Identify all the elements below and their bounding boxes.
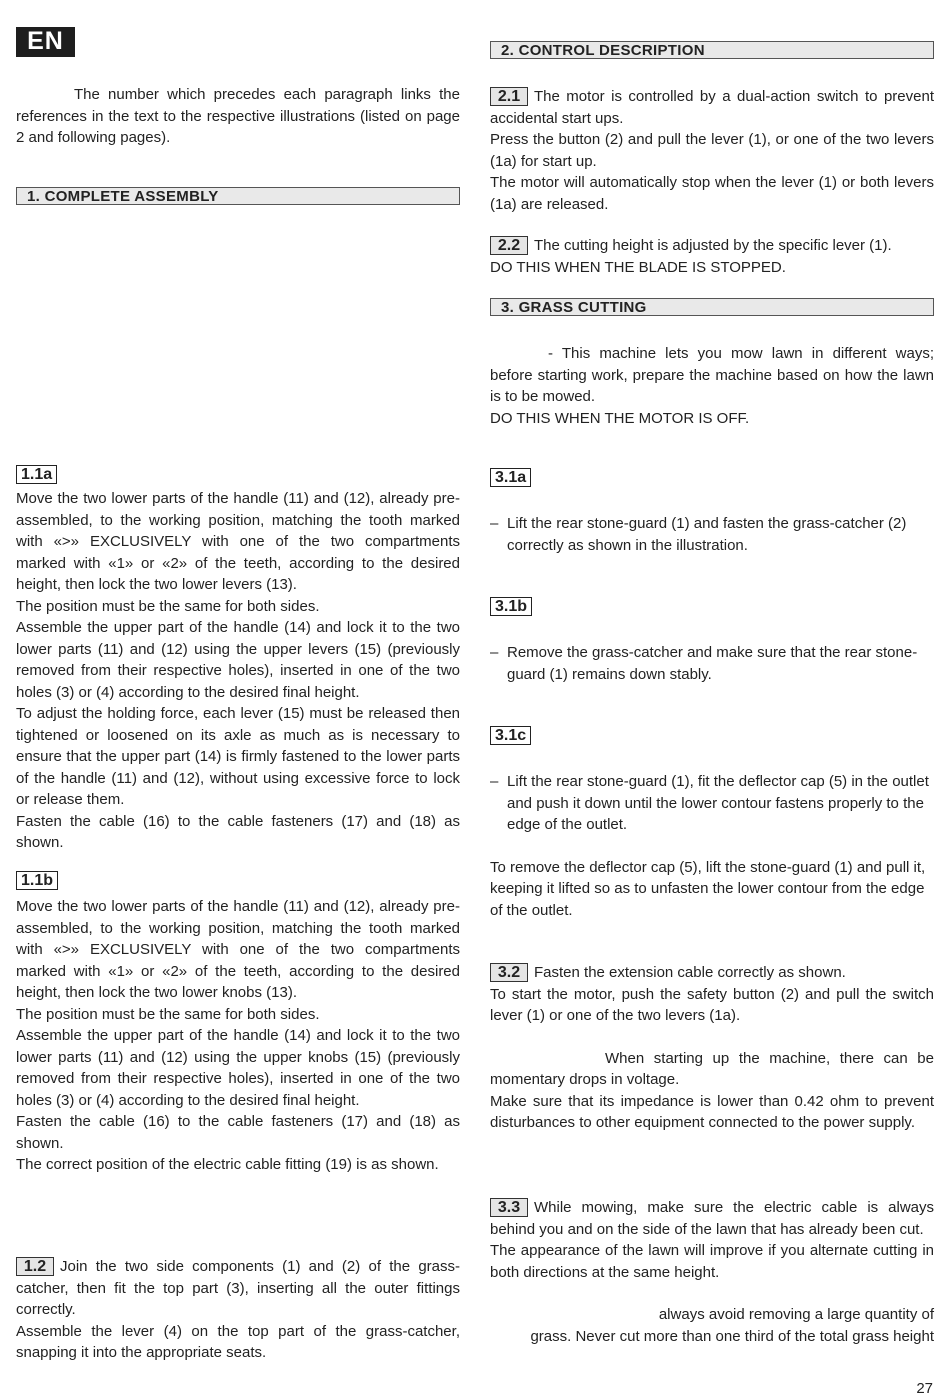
paragraph: Assemble the upper part of the handle (14) and lock it to the two lower parts (11) and (12) using the upper knobs (15) (previously removed from their respective holes), inserted in one of the two holes (3) or (4) according to the desired final height. xyxy=(16,1027,460,1109)
list-item-text: Remove the grass-catcher and make sure that the rear stone-guard (1) remains down stably. xyxy=(507,644,918,683)
paragraph: DO THIS WHEN THE MOTOR IS OFF. xyxy=(490,409,750,427)
paragraph: always avoid removing a large quantity of xyxy=(658,1306,934,1323)
list-item-text: Lift the rear stone-guard (1), fit the deflector cap (5) in the outlet and push it down until the lower contour fastens properly to the edge of the outlet. xyxy=(507,773,929,833)
section-1-1b xyxy=(16,870,460,1176)
paragraph: The position must be the same for both sides. xyxy=(16,1005,320,1023)
section-3-1c xyxy=(490,725,934,921)
paragraph: To start the motor, push the safety button (2) and pull the switch lever (1) or one of the two levers (1a). xyxy=(490,985,934,1024)
section-3-2 xyxy=(490,962,934,1134)
step-label-1-1a: 1.1a xyxy=(16,465,57,484)
section-2-1 xyxy=(490,86,934,215)
paragraph: To adjust the holding force, each lever (15) must be released then tightened or loosened on its axle as much as is necessary to ensure that the upper part (14) is firmly fastened to the lower parts of the handle (11) and (12), without using excessive force to lock or release them. xyxy=(16,705,460,808)
paragraph: Fasten the cable (16) to the cable fasteners (17) and (18) as shown. xyxy=(16,812,460,851)
paragraph: Move the two lower parts of the handle (11) and (12), already pre-assembled, to the working position, matching the tooth marked with «>» EXCLUSIVELY with one of the two compartments marked with «1» or «2» of the teeth, according to the desired height, then lock the two lower knobs (13). xyxy=(16,898,460,1001)
step-label-3-2: 3.2 xyxy=(490,963,528,982)
section-1-1a xyxy=(16,464,460,854)
paragraph: When starting up the machine, there can be momentary drops in voltage. xyxy=(490,1049,934,1088)
list-item xyxy=(490,771,934,836)
intro-text: The number which precedes each paragraph links the references in the text to the respective illustrations (listed on page 2 and following pages). xyxy=(16,86,460,146)
section-3-header: 3. GRASS CUTTING xyxy=(490,298,934,316)
paragraph: Assemble the lever (4) on the top part of the grass-catcher, snapping it into the appropriate seats. xyxy=(16,1322,460,1361)
paragraph: The cutting height is adjusted by the specific lever (1). xyxy=(534,237,892,254)
dash-bullet: – xyxy=(490,515,499,532)
section-3-1a xyxy=(490,467,934,556)
paragraph: Move the two lower parts of the handle (11) and (12), already pre-assembled, to the working position, matching the tooth marked with «>» EXCLUSIVELY with one of the two compartments marked with «1» or «2» of the teeth, according to the desired height, then lock the two lower levers (13). xyxy=(16,490,460,593)
section-1-2 xyxy=(16,1256,460,1364)
step-label-2-2: 2.2 xyxy=(490,236,528,255)
intro-paragraph xyxy=(16,84,460,149)
paragraph: Join the two side components (1) and (2) of the grass-catcher, then fit the top part (3), inserting all the outer fittings correctly. xyxy=(16,1258,460,1318)
language-badge: EN xyxy=(16,27,75,57)
dash-bullet: – xyxy=(490,644,499,661)
step-label-3-1c: 3.1c xyxy=(490,726,531,745)
step-label-1-1b: 1.1b xyxy=(16,871,58,890)
step-label-1-2: 1.2 xyxy=(16,1257,54,1276)
list-item xyxy=(490,642,934,685)
paragraph: Fasten the cable (16) to the cable fasteners (17) and (18) as shown. xyxy=(16,1113,460,1152)
step-label-3-1a: 3.1a xyxy=(490,468,531,487)
paragraph: The correct position of the electric cable fitting (19) is as shown. xyxy=(16,1156,439,1173)
list-item-text: Lift the rear stone-guard (1) and fasten the grass-catcher (2) correctly as shown in the illustration. xyxy=(507,515,907,554)
step-label-2-1: 2.1 xyxy=(490,87,528,106)
paragraph: The position must be the same for both sides. xyxy=(16,597,320,615)
paragraph: The motor will automatically stop when the lever (1) or both levers (1a) are released. xyxy=(490,174,934,213)
section-3-intro xyxy=(490,343,934,429)
section-2-2 xyxy=(490,235,934,278)
section-1-header: 1. COMPLETE ASSEMBLY xyxy=(16,187,460,205)
paragraph: The motor is controlled by a dual-action switch to prevent accidental start ups. xyxy=(490,88,934,127)
paragraph: grass. Never cut more than one third of the total grass height xyxy=(530,1327,934,1345)
dash-bullet: – xyxy=(490,773,499,790)
paragraph: Press the button (2) and pull the lever (1), or one of the two levers (1a) for start up. xyxy=(490,131,934,170)
paragraph: Fasten the extension cable correctly as shown. xyxy=(534,964,846,981)
section-3-1b xyxy=(490,596,934,685)
paragraph: - This machine lets you mow lawn in different ways; before starting work, prepare the machine based on how the lawn is to be mowed. xyxy=(490,345,934,405)
paragraph: While mowing, make sure the electric cable is always behind you and on the side of the lawn that has already been cut. xyxy=(490,1199,934,1238)
paragraph: Make sure that its impedance is lower than 0.42 ohm to prevent disturbances to other equipment connected to the power supply. xyxy=(490,1092,934,1131)
list-item xyxy=(490,513,934,556)
step-label-3-3: 3.3 xyxy=(490,1198,528,1217)
page-number: 27 xyxy=(916,1380,933,1397)
paragraph: The appearance of the lawn will improve if you alternate cutting in both directions at the same height. xyxy=(490,1242,934,1281)
step-label-3-1b: 3.1b xyxy=(490,597,532,616)
section-2-header: 2. CONTROL DESCRIPTION xyxy=(490,41,934,59)
paragraph: DO THIS WHEN THE BLADE IS STOPPED. xyxy=(490,258,786,276)
section-3-3 xyxy=(490,1197,934,1347)
paragraph: Assemble the upper part of the handle (14) and lock it to the two lower parts (11) and (12) using the upper levers (15) (previously removed from their respective holes), inserted in one of the two holes (3) or (4) according to the desired final height. xyxy=(16,619,460,701)
paragraph: To remove the deflector cap (5), lift the stone-guard (1) and pull it, keeping it lifted so as to unfasten the lower contour from the edge of the outlet. xyxy=(490,858,926,919)
